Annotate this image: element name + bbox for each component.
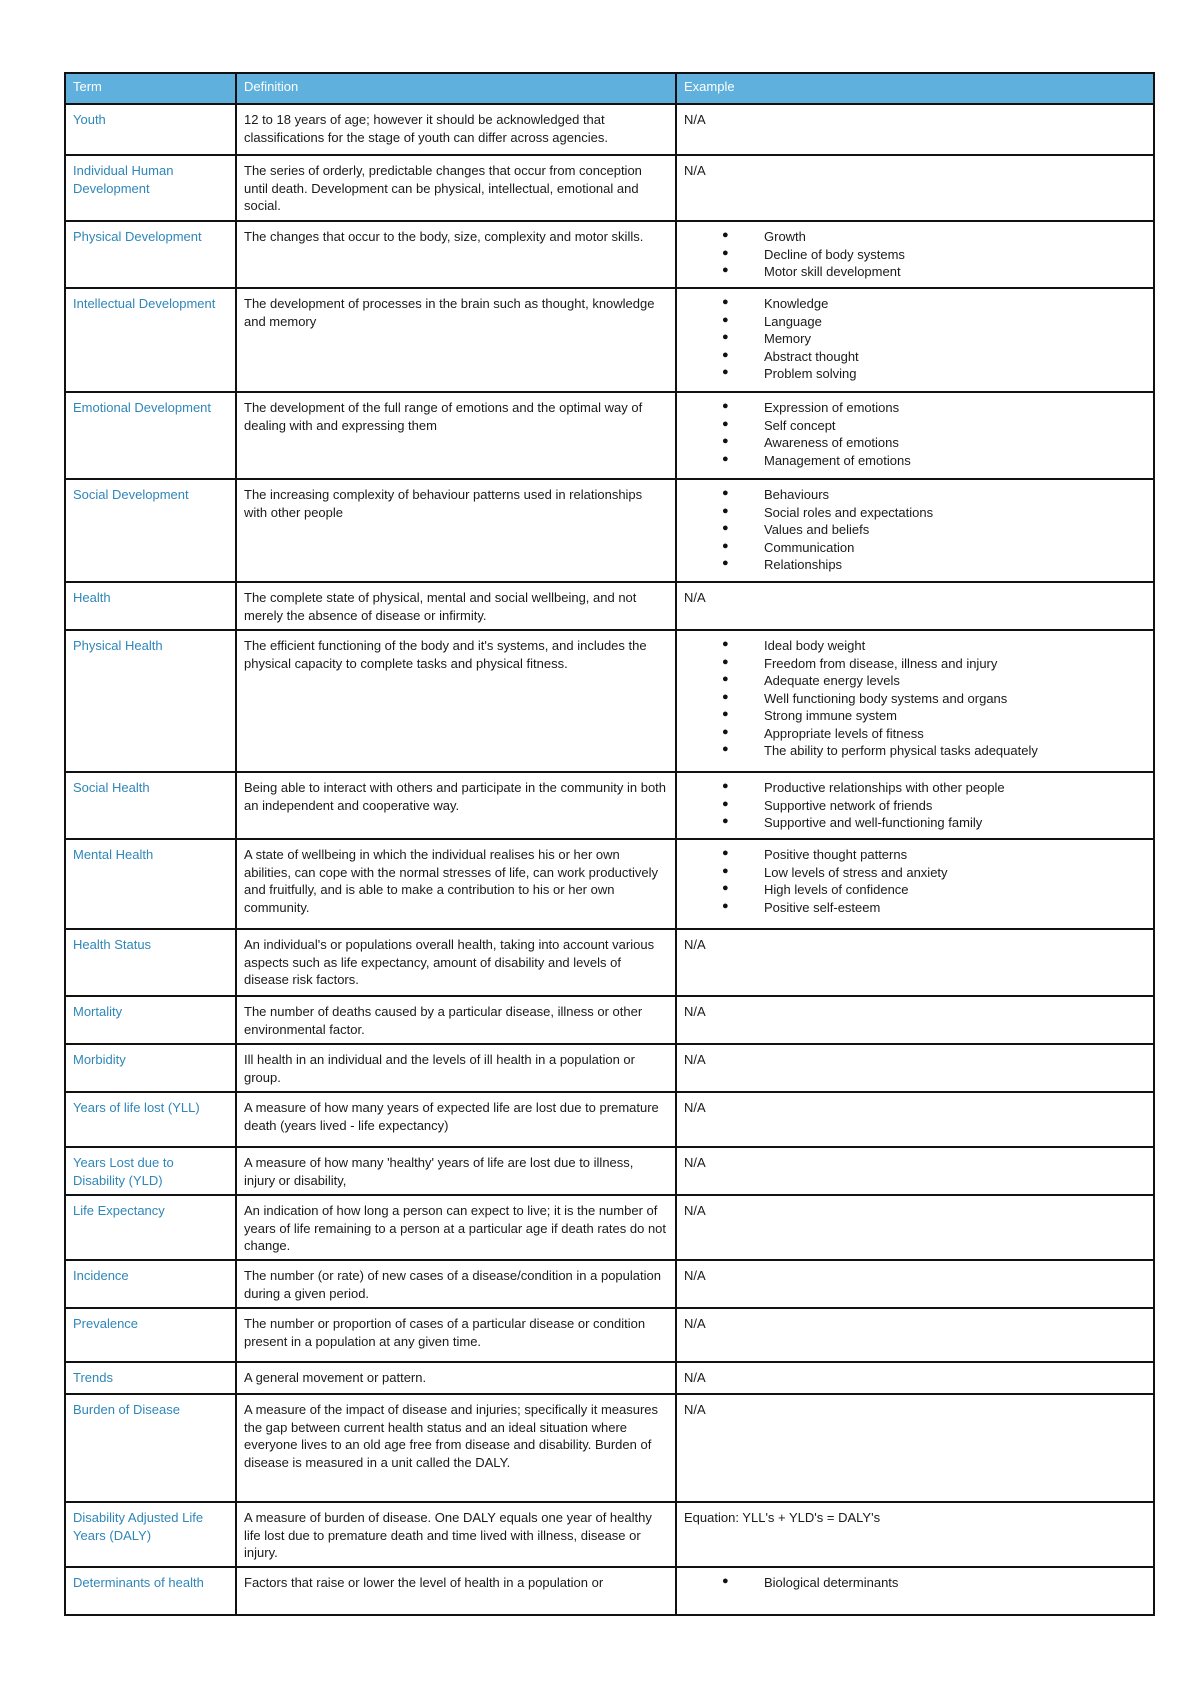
example-cell [676,288,1154,392]
example-list-item: ● Self concept [684,417,1146,435]
table-row [65,1567,1154,1615]
example-list [684,1574,1146,1592]
example-list-item: ● Communication [684,539,1146,557]
term-cell: Individual Human Development [65,155,236,221]
example-list [684,399,1146,469]
table-row [65,1362,1154,1394]
table-row [65,839,1154,929]
example-cell [676,839,1154,929]
example-list [684,846,1146,916]
definition-cell: The development of processes in the brain such as thought, knowledge and memory [236,288,676,392]
table-row [65,1044,1154,1092]
definition-cell: The number of deaths caused by a particular disease, illness or other environmental factor. [236,996,676,1044]
definition-cell: Factors that raise or lower the level of health in a population or [236,1567,676,1615]
example-cell: N/A [676,1362,1154,1394]
example-list-item: ● Adequate energy levels [684,672,1146,690]
term-cell: Burden of Disease [65,1394,236,1502]
definition-cell: Being able to interact with others and participate in the community in both an independent and cooperative way. [236,772,676,839]
example-cell: N/A [676,1044,1154,1092]
glossary-rows [65,104,1154,1615]
example-column-header: Example [676,73,1154,104]
definition-cell: The development of the full range of emotions and the optimal way of dealing with and expressing them [236,392,676,479]
example-list [684,637,1146,760]
example-list-item: ● Appropriate levels of fitness [684,725,1146,743]
definition-cell: The changes that occur to the body, size, complexity and motor skills. [236,221,676,288]
example-list-item: ● Awareness of emotions [684,434,1146,452]
example-list-item: ● Language [684,313,1146,331]
example-list [684,228,1146,281]
example-list-item: ● Freedom from disease, illness and injury [684,655,1146,673]
term-cell: Social Development [65,479,236,582]
term-cell: Incidence [65,1260,236,1308]
example-cell: N/A [676,996,1154,1044]
example-cell: N/A [676,1260,1154,1308]
term-cell: Disability Adjusted Life Years (DALY) [65,1502,236,1567]
definition-cell: The efficient functioning of the body and it's systems, and includes the physical capacity to complete tasks and physical fitness. [236,630,676,772]
term-cell: Trends [65,1362,236,1394]
example-list-item: ● Ideal body weight [684,637,1146,655]
example-cell: N/A [676,1195,1154,1260]
term-cell: Years of life lost (YLL) [65,1092,236,1147]
example-list-item: ● The ability to perform physical tasks adequately [684,742,1146,760]
example-list-item: ● Social roles and expectations [684,504,1146,522]
example-list [684,779,1146,832]
term-cell: Health [65,582,236,630]
example-cell: N/A [676,582,1154,630]
definition-cell: A state of wellbeing in which the individual realises his or her own abilities, can cope with the normal stresses of life, can work productively and fruitfully, and is able to make a contribution to his or her own community. [236,839,676,929]
table-row [65,929,1154,996]
example-list-item: ● Problem solving [684,365,1146,383]
term-cell: Social Health [65,772,236,839]
term-cell: Prevalence [65,1308,236,1362]
table-row [65,996,1154,1044]
table-row [65,155,1154,221]
example-cell [676,772,1154,839]
example-cell: N/A [676,1147,1154,1195]
definition-cell: An indication of how long a person can expect to live; it is the number of years of life remaining to a person at a particular age if death rates do not change. [236,1195,676,1260]
example-cell: N/A [676,1308,1154,1362]
table-row [65,1147,1154,1195]
table-row [65,630,1154,772]
table-row [65,288,1154,392]
example-cell: N/A [676,929,1154,996]
definition-cell: 12 to 18 years of age; however it should be acknowledged that classifications for the stage of youth can differ across agencies. [236,104,676,155]
example-cell: N/A [676,155,1154,221]
term-cell: Mortality [65,996,236,1044]
example-list-item: ● Positive thought patterns [684,846,1146,864]
example-cell [676,1567,1154,1615]
term-cell: Youth [65,104,236,155]
example-list-item: ● Supportive and well-functioning family [684,814,1146,832]
example-list-item: ● Relationships [684,556,1146,574]
example-list-item: ● Expression of emotions [684,399,1146,417]
definition-cell: The number or proportion of cases of a particular disease or condition present in a population at any given time. [236,1308,676,1362]
table-row [65,1394,1154,1502]
term-cell: Determinants of health [65,1567,236,1615]
example-list-item: ● Values and beliefs [684,521,1146,539]
example-list [684,295,1146,383]
example-list-item: ● Motor skill development [684,263,1146,281]
header-row [65,73,1154,104]
example-list-item: ● Productive relationships with other people [684,779,1146,797]
term-cell: Mental Health [65,839,236,929]
example-list-item: ● Behaviours [684,486,1146,504]
definition-cell: A measure of burden of disease. One DALY equals one year of healthy life lost due to premature death and time lived with illness, disease or injury. [236,1502,676,1567]
definition-cell: The increasing complexity of behaviour patterns used in relationships with other people [236,479,676,582]
table-row [65,1195,1154,1260]
table-row [65,1308,1154,1362]
definition-cell: A measure of the impact of disease and injuries; specifically it measures the gap between current health status and an ideal situation where everyone lives to an old age free from disease and disability. Burden of disease is measured in a unit called the DALY. [236,1394,676,1502]
example-list-item: ● Supportive network of friends [684,797,1146,815]
definition-cell: Ill health in an individual and the levels of ill health in a population or group. [236,1044,676,1092]
example-list-item: ● Growth [684,228,1146,246]
definition-cell: A general movement or pattern. [236,1362,676,1394]
example-list [684,486,1146,574]
table-row [65,479,1154,582]
example-cell [676,630,1154,772]
example-list-item: ● Strong immune system [684,707,1146,725]
example-list-item: ● Biological determinants [684,1574,1146,1592]
term-cell: Morbidity [65,1044,236,1092]
term-cell: Physical Development [65,221,236,288]
term-cell: Emotional Development [65,392,236,479]
table-row [65,772,1154,839]
example-list-item: ● Management of emotions [684,452,1146,470]
example-list-item: ● Memory [684,330,1146,348]
definition-cell: An individual's or populations overall health, taking into account various aspects such as life expectancy, amount of disability and levels of disease risk factors. [236,929,676,996]
term-cell: Years Lost due to Disability (YLD) [65,1147,236,1195]
term-cell: Life Expectancy [65,1195,236,1260]
term-cell: Intellectual Development [65,288,236,392]
term-cell: Physical Health [65,630,236,772]
example-cell: Equation: YLL's + YLD's = DALY's [676,1502,1154,1567]
definition-cell: The number (or rate) of new cases of a disease/condition in a population during a given period. [236,1260,676,1308]
example-list-item: ● Decline of body systems [684,246,1146,264]
example-list-item: ● Knowledge [684,295,1146,313]
table-row [65,104,1154,155]
example-list-item: ● High levels of confidence [684,881,1146,899]
example-list-item: ● Abstract thought [684,348,1146,366]
table-row [65,1502,1154,1567]
definition-cell: The series of orderly, predictable changes that occur from conception until death. Development can be physical, intellectual, emotional and social. [236,155,676,221]
glossary-table [64,72,1155,1616]
example-cell: N/A [676,1092,1154,1147]
table-row [65,221,1154,288]
definition-cell: A measure of how many years of expected life are lost due to premature death (years lived - life expectancy) [236,1092,676,1147]
definition-cell: A measure of how many 'healthy' years of life are lost due to illness, injury or disability, [236,1147,676,1195]
example-cell [676,221,1154,288]
definition-column-header: Definition [236,73,676,104]
table-row [65,582,1154,630]
table-row [65,1260,1154,1308]
example-cell: N/A [676,1394,1154,1502]
example-list-item: ● Well functioning body systems and organs [684,690,1146,708]
example-cell [676,392,1154,479]
example-list-item: ● Low levels of stress and anxiety [684,864,1146,882]
example-list-item: ● Positive self-esteem [684,899,1146,917]
example-cell [676,479,1154,582]
table-row [65,392,1154,479]
table-row [65,1092,1154,1147]
example-cell: N/A [676,104,1154,155]
definition-cell: The complete state of physical, mental and social wellbeing, and not merely the absence of disease or infirmity. [236,582,676,630]
term-cell: Health Status [65,929,236,996]
term-column-header: Term [65,73,236,104]
